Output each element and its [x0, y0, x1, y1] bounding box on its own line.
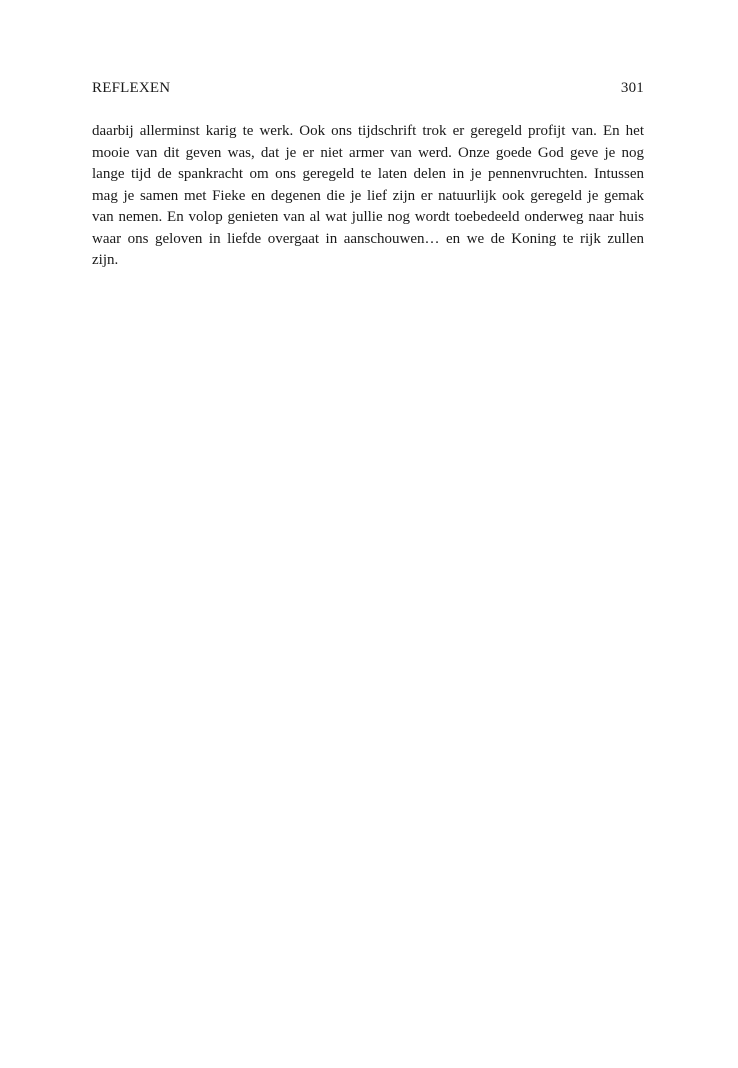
running-header	[92, 77, 644, 99]
text-line: lange tijd de spankracht om ons geregeld te laten delen in je pennenvruchten. Intussen	[92, 166, 644, 182]
page-number: 301	[620, 80, 644, 96]
text-line: zijn.	[92, 252, 119, 268]
text-line: daarbij allerminst karig te werk. Ook ons tijdschrift trok er geregeld profijt van. En het	[92, 123, 644, 139]
body-paragraph	[92, 121, 644, 272]
running-title: REFLEXEN	[92, 80, 171, 96]
text-line: waar ons geloven in liefde overgaat in aanschouwen… en we de Koning te rijk zullen	[92, 230, 644, 247]
text-line: mooie van dit geven was, dat je er niet armer van werd. Onze goede God geve je nog	[92, 144, 644, 161]
text-line: mag je samen met Fieke en degenen die je lief zijn er natuurlijk ook geregeld je gemak	[92, 187, 644, 204]
text-line: van nemen. En volop genieten van al wat jullie nog wordt toebedeeld onderweg naar huis	[92, 209, 644, 225]
